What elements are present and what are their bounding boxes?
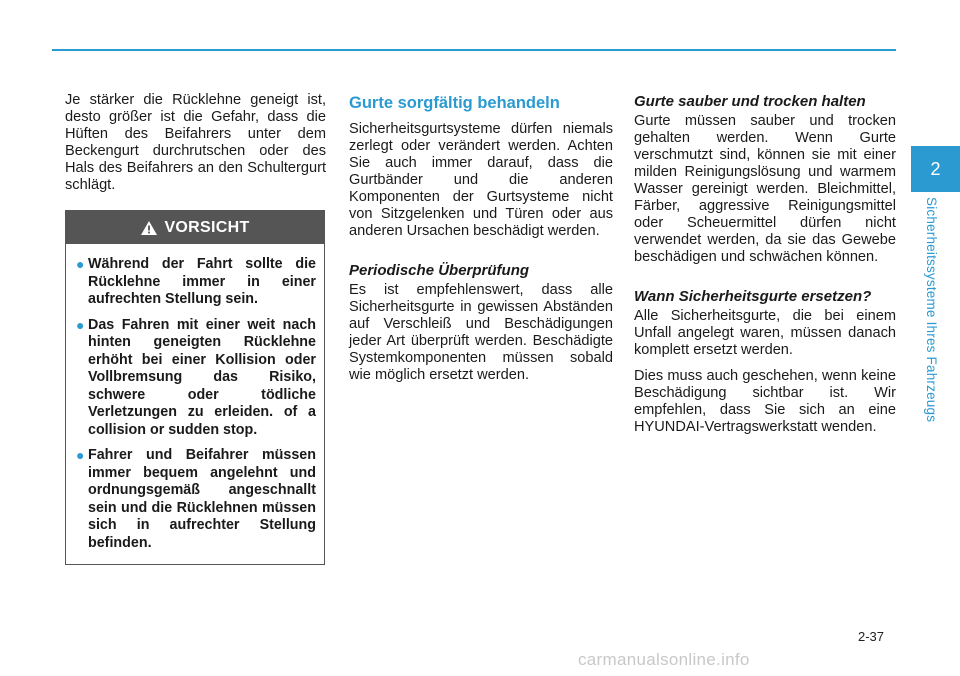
subsection-heading: Wann Sicherheitsgurte ersetzen? [634, 288, 872, 305]
caution-item-text: Während der Fahrt sollte die Rücklehne immer in einer aufrechten Stellung sein. [88, 256, 316, 307]
section-heading: Gurte sorgfältig behandeln [349, 94, 560, 112]
watermark: carmanualsonline.info [578, 650, 750, 669]
caution-item-text: Fahrer und Beifahrer müssen immer bequem angelehnt und ordnungsgemäß angeschnallt sein und die Rücklehnen müssen sich in aufrechter Stellung befinden. [88, 447, 316, 551]
chapter-title: Sicherheitssysteme Ihres Fahrzeugs [924, 197, 939, 423]
caution-title: VORSICHT [164, 218, 250, 236]
caution-header [66, 211, 324, 244]
paragraph: Es ist empfehlenswert, dass alle Sicherheitsgurte in gewissen Abständen auf Verschleiß und Beschädigungen jeder Art überprüft werden. Beschädigte Systemkomponenten müssen sobald wie möglich ersetzt werden. [349, 282, 613, 383]
paragraph: Gurte müssen sauber und trocken gehalten werden. Wenn Gurte verschmutzt sind, können sie mit einer milden Reinigungslösung und warmem Wasser gereinigt werden. Bleichmittel, Färber, aggressive Reinigungsmittel oder Scheuermittel dürfen nicht verwendet werden, da sie das Gewebe beschädigen und schwächen können. [634, 113, 896, 265]
paragraph: Sicherheitsgurtsysteme dürfen niemals zerlegt oder verändert werden. Achten Sie auch immer darauf, dass die Gurtbänder und die anderen Komponenten der Gurtsysteme nicht von Sitzgelenken und Türen oder aus anderen Ursachen beschädigt werden. [349, 121, 613, 239]
bullet-icon: ● [76, 316, 85, 333]
caution-list [66, 244, 324, 552]
bullet-icon: ● [76, 447, 85, 463]
caution-box [65, 210, 325, 565]
bullet-icon: ● [76, 256, 85, 272]
page-number: 2-37 [858, 629, 885, 644]
caution-item [76, 256, 316, 309]
chapter-tab: 2 [911, 146, 960, 192]
warning-triangle-icon [140, 220, 158, 236]
column-middle [349, 93, 613, 393]
paragraph: Alle Sicherheitsgurte, die bei einem Unfall angelegt waren, müssen danach komplett ersetzt werden. [634, 308, 896, 358]
top-rule [52, 49, 896, 51]
paragraph: Dies muss auch geschehen, wenn keine Beschädigung sichtbar ist. Wir empfehlen, dass Sie sich an eine HYUNDAI-Vertragswerkstatt wenden. [634, 368, 896, 435]
caution-item [76, 447, 316, 552]
subsection-heading: Periodische Überprüfung [349, 262, 530, 279]
column-left [65, 92, 326, 203]
caution-item [76, 317, 316, 440]
column-right [634, 93, 896, 445]
caution-item-text: Das Fahren mit einer weit nach hinten geneigten Rücklehne erhöht bei einer Kollision oder Vollbremsung das Risiko, schwere oder tödliche Verletzungen zu erleiden. of a collision or sudden stop. [88, 316, 316, 438]
subsection-heading: Gurte sauber und trocken halten [634, 93, 866, 110]
intro-paragraph: Je stärker die Rücklehne geneigt ist, desto größer ist die Gefahr, dass die Hüften des Beifahrers unter dem Beckengurt durchrutschen oder des Hals des Beifahrers an den Schultergurt schlägt. [65, 92, 326, 193]
